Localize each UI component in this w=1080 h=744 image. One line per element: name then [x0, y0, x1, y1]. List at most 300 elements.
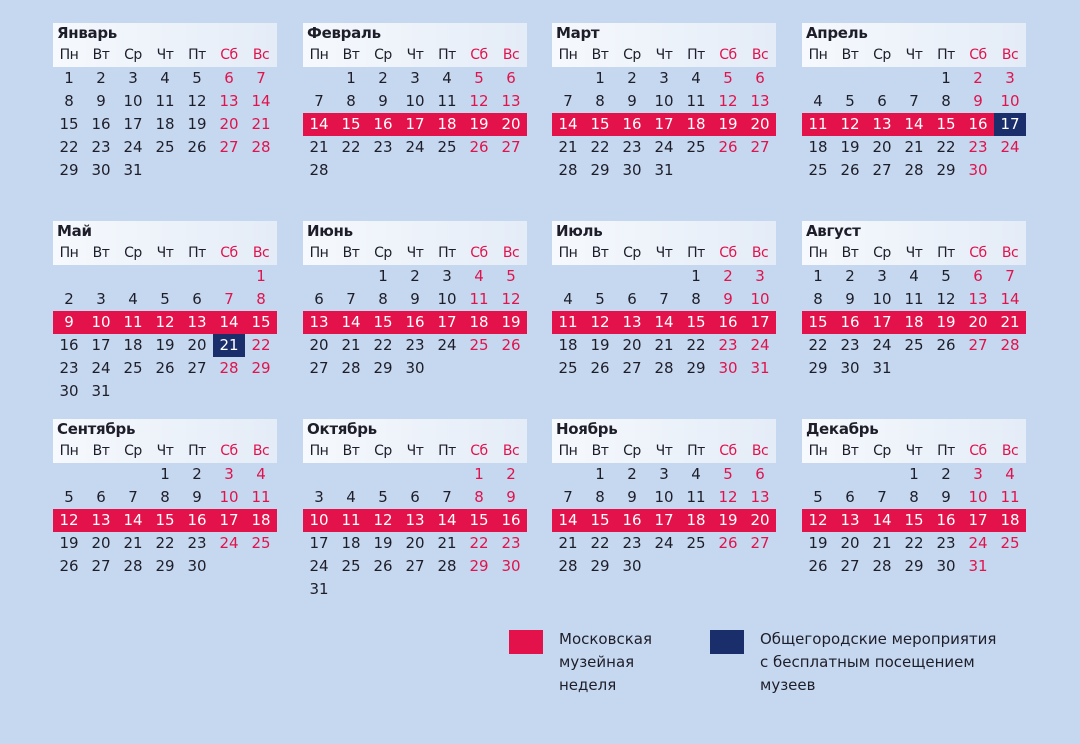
day-cell: 5: [595, 290, 605, 308]
week-row: [552, 67, 776, 90]
week-row: [53, 136, 277, 159]
weekday-label: Пт: [687, 443, 705, 459]
day-cell: 20: [840, 534, 860, 552]
day-cell: 10: [91, 313, 111, 331]
weekday-header: [552, 440, 776, 463]
empty-cell: [712, 555, 744, 578]
month-title: Сентябрь: [53, 419, 277, 440]
weekday-label: Ср: [124, 443, 142, 459]
day-cell: 25: [341, 557, 361, 575]
day-cell: 11: [808, 115, 828, 133]
weekday-label: Пн: [558, 443, 578, 459]
day-cell: 8: [378, 290, 388, 308]
weekday-label: Сб: [719, 47, 737, 63]
empty-cell: [117, 265, 149, 288]
week-row: [552, 555, 776, 578]
week-row: [53, 90, 277, 113]
week-row: [53, 334, 277, 357]
month-title: Январь: [53, 23, 277, 44]
day-cell: 15: [590, 511, 610, 529]
empty-cell: [335, 265, 367, 288]
day-cell: 9: [410, 290, 420, 308]
weekday-header: [303, 440, 527, 463]
empty-cell: [335, 578, 367, 601]
day-cell: 22: [904, 534, 924, 552]
day-cell: 21: [558, 138, 578, 156]
day-cell: 29: [155, 557, 175, 575]
day-cell: 18: [558, 336, 578, 354]
day-cell: 2: [378, 69, 388, 87]
day-cell: 21: [309, 138, 329, 156]
day-cell: 10: [309, 511, 329, 529]
day-cell: 12: [59, 511, 79, 529]
day-cell: 12: [469, 92, 489, 110]
day-cell: 3: [755, 267, 765, 285]
day-cell: 3: [442, 267, 452, 285]
day-cell: 17: [91, 336, 111, 354]
day-cell: 7: [224, 290, 234, 308]
day-cell: 28: [251, 138, 271, 156]
empty-cell: [149, 159, 181, 182]
week-row: [303, 357, 527, 380]
day-cell: 11: [558, 313, 578, 331]
week-row: [53, 555, 277, 578]
month-11: [552, 419, 776, 578]
weekday-label: Вт: [342, 47, 360, 63]
weekday-label: Пт: [438, 245, 456, 261]
day-cell: 17: [968, 511, 988, 529]
day-cell: 26: [936, 336, 956, 354]
empty-cell: [431, 159, 463, 182]
day-cell: 28: [904, 161, 924, 179]
day-cell: 13: [622, 313, 642, 331]
day-cell: 1: [691, 267, 701, 285]
week-row: [53, 265, 277, 288]
week-row: [802, 463, 1026, 486]
day-cell: 15: [590, 115, 610, 133]
day-cell: 17: [654, 115, 674, 133]
day-cell: 20: [622, 336, 642, 354]
day-cell: 13: [219, 92, 239, 110]
day-cell: 14: [1000, 290, 1020, 308]
week-row: [552, 288, 776, 311]
day-cell: 5: [192, 69, 202, 87]
day-cell: 7: [256, 69, 266, 87]
week-row: [53, 113, 277, 136]
month-title: Март: [552, 23, 776, 44]
weekday-label: Чт: [406, 443, 424, 459]
empty-cell: [834, 67, 866, 90]
weekday-label: Пт: [188, 443, 206, 459]
day-cell: 6: [845, 488, 855, 506]
day-cell: 17: [219, 511, 239, 529]
day-cell: 3: [410, 69, 420, 87]
day-cell: 16: [91, 115, 111, 133]
day-cell: 18: [1000, 511, 1020, 529]
day-cell: 24: [1000, 138, 1020, 156]
day-cell: 24: [654, 138, 674, 156]
weekday-label: Пт: [937, 245, 955, 261]
day-cell: 12: [590, 313, 610, 331]
day-cell: 24: [437, 336, 457, 354]
week-row: [303, 67, 527, 90]
day-cell: 2: [627, 465, 637, 483]
empty-cell: [431, 357, 463, 380]
empty-cell: [245, 380, 277, 403]
day-cell: 29: [808, 359, 828, 377]
day-cell: 1: [160, 465, 170, 483]
day-cell: 4: [128, 290, 138, 308]
day-cell: 20: [501, 115, 521, 133]
month-title: Ноябрь: [552, 419, 776, 440]
empty-cell: [834, 463, 866, 486]
day-cell: 13: [501, 92, 521, 110]
day-cell: 29: [251, 359, 271, 377]
weekday-label: Вт: [92, 443, 110, 459]
week-row: [303, 532, 527, 555]
day-cell: 2: [973, 69, 983, 87]
weekday-header: [303, 44, 527, 67]
weekday-header: [802, 44, 1026, 67]
day-cell: 2: [64, 290, 74, 308]
weekday-label: Вс: [502, 47, 520, 63]
day-cell: 22: [341, 138, 361, 156]
day-cell: 19: [718, 115, 738, 133]
weekday-label: Вт: [841, 245, 859, 261]
day-cell: 13: [309, 313, 329, 331]
day-cell: 31: [123, 161, 143, 179]
day-cell: 15: [341, 115, 361, 133]
day-cell: 15: [936, 115, 956, 133]
month-5: [53, 221, 277, 403]
day-cell: 3: [128, 69, 138, 87]
day-cell: 29: [59, 161, 79, 179]
day-cell: 2: [192, 465, 202, 483]
day-cell: 7: [442, 488, 452, 506]
day-cell: 13: [405, 511, 425, 529]
day-cell: 31: [968, 557, 988, 575]
day-cell: 8: [346, 92, 356, 110]
museum-week-row: [552, 311, 776, 334]
day-cell: 15: [686, 313, 706, 331]
day-cell: 8: [595, 92, 605, 110]
day-cell: 8: [256, 290, 266, 308]
free-visit-day: 17: [994, 113, 1026, 136]
day-cell: 16: [968, 115, 988, 133]
day-cell: 8: [691, 290, 701, 308]
day-cell: 5: [160, 290, 170, 308]
weekday-label: Вс: [502, 443, 520, 459]
weekday-label: Чт: [905, 245, 923, 261]
day-cell: 30: [187, 557, 207, 575]
month-2: [303, 23, 527, 182]
empty-cell: [335, 463, 367, 486]
museum-week-row: [303, 311, 527, 334]
empty-cell: [367, 463, 399, 486]
museum-week-row: [303, 113, 527, 136]
day-cell: 23: [91, 138, 111, 156]
week-row: [552, 486, 776, 509]
day-cell: 19: [590, 336, 610, 354]
weekday-label: Вт: [591, 443, 609, 459]
day-cell: 18: [437, 115, 457, 133]
museum-week-label: Московская музейная неделя: [559, 630, 652, 694]
weekday-label: Ср: [374, 443, 392, 459]
day-cell: 12: [936, 290, 956, 308]
empty-cell: [648, 265, 680, 288]
empty-cell: [181, 380, 213, 403]
day-cell: 17: [872, 313, 892, 331]
day-cell: 6: [96, 488, 106, 506]
day-cell: 10: [405, 92, 425, 110]
day-cell: 13: [872, 115, 892, 133]
week-row: [303, 555, 527, 578]
city-events-swatch: [710, 630, 744, 654]
empty-cell: [181, 265, 213, 288]
empty-cell: [898, 357, 930, 380]
day-cell: 19: [808, 534, 828, 552]
day-cell: 20: [405, 534, 425, 552]
day-cell: 13: [750, 92, 770, 110]
day-cell: 23: [840, 336, 860, 354]
day-cell: 25: [469, 336, 489, 354]
museum-week-row: [802, 509, 1026, 532]
day-cell: 11: [686, 92, 706, 110]
day-cell: 8: [474, 488, 484, 506]
day-cell: 12: [155, 313, 175, 331]
day-cell: 17: [750, 313, 770, 331]
day-cell: 27: [968, 336, 988, 354]
day-cell: 23: [373, 138, 393, 156]
day-cell: 31: [91, 382, 111, 400]
day-cell: 25: [904, 336, 924, 354]
weekday-label: Ср: [623, 443, 641, 459]
day-cell: 21: [654, 336, 674, 354]
weekday-label: Пт: [687, 245, 705, 261]
day-cell: 3: [659, 69, 669, 87]
day-cell: 28: [437, 557, 457, 575]
day-cell: 17: [437, 313, 457, 331]
day-cell: 25: [686, 534, 706, 552]
museum-week-row: [303, 509, 527, 532]
weekday-label: Пн: [808, 47, 828, 63]
day-cell: 19: [373, 534, 393, 552]
day-cell: 11: [469, 290, 489, 308]
day-cell: 30: [501, 557, 521, 575]
weekday-label: Пн: [59, 443, 79, 459]
weekday-label: Вс: [751, 47, 769, 63]
day-cell: 2: [627, 69, 637, 87]
day-cell: 11: [437, 92, 457, 110]
day-cell: 6: [627, 290, 637, 308]
empty-cell: [802, 67, 834, 90]
weekday-label: Пн: [808, 443, 828, 459]
day-cell: 22: [686, 336, 706, 354]
day-cell: 19: [155, 336, 175, 354]
weekday-label: Чт: [156, 47, 174, 63]
day-cell: 16: [622, 115, 642, 133]
day-cell: 31: [872, 359, 892, 377]
day-cell: 11: [1000, 488, 1020, 506]
day-cell: 4: [442, 69, 452, 87]
day-cell: 21: [872, 534, 892, 552]
day-cell: 22: [251, 336, 271, 354]
weekday-label: Ср: [873, 443, 891, 459]
empty-cell: [213, 159, 245, 182]
weekday-header: [802, 440, 1026, 463]
week-row: [802, 265, 1026, 288]
day-cell: 8: [941, 92, 951, 110]
day-cell: 9: [723, 290, 733, 308]
day-cell: 10: [437, 290, 457, 308]
day-cell: 16: [622, 511, 642, 529]
day-cell: 6: [224, 69, 234, 87]
day-cell: 30: [718, 359, 738, 377]
empty-cell: [463, 357, 495, 380]
day-cell: 7: [659, 290, 669, 308]
legend-city-events: [710, 628, 996, 697]
day-cell: 12: [808, 511, 828, 529]
day-cell: 16: [936, 511, 956, 529]
day-cell: 20: [309, 336, 329, 354]
day-cell: 28: [558, 161, 578, 179]
month-title: Октябрь: [303, 419, 527, 440]
weekday-label: Вс: [252, 245, 270, 261]
day-cell: 30: [59, 382, 79, 400]
empty-cell: [495, 159, 527, 182]
month-title: Апрель: [802, 23, 1026, 44]
day-cell: 10: [654, 488, 674, 506]
week-row: [53, 159, 277, 182]
weekday-label: Ср: [124, 47, 142, 63]
day-cell: 20: [750, 115, 770, 133]
day-cell: 4: [691, 69, 701, 87]
weekday-label: Пн: [558, 245, 578, 261]
weekday-label: Сб: [470, 47, 488, 63]
day-cell: 10: [123, 92, 143, 110]
day-cell: 3: [659, 465, 669, 483]
museum-week-row: [53, 509, 277, 532]
weekday-header: [303, 242, 527, 265]
weekday-label: Вс: [1001, 245, 1019, 261]
day-cell: 14: [558, 115, 578, 133]
day-cell: 27: [405, 557, 425, 575]
day-cell: 16: [405, 313, 425, 331]
weekday-label: Пт: [937, 47, 955, 63]
day-cell: 4: [346, 488, 356, 506]
day-cell: 23: [968, 138, 988, 156]
day-cell: 16: [187, 511, 207, 529]
weekday-label: Вс: [252, 443, 270, 459]
day-cell: 15: [904, 511, 924, 529]
empty-cell: [245, 159, 277, 182]
day-cell: 6: [506, 69, 516, 87]
day-cell: 28: [123, 557, 143, 575]
empty-cell: [335, 159, 367, 182]
week-row: [53, 288, 277, 311]
week-row: [552, 136, 776, 159]
day-cell: 15: [59, 115, 79, 133]
day-cell: 17: [654, 511, 674, 529]
day-cell: 23: [622, 534, 642, 552]
week-row: [303, 265, 527, 288]
weekday-label: Чт: [406, 245, 424, 261]
day-cell: 1: [474, 465, 484, 483]
day-cell: 9: [378, 92, 388, 110]
day-cell: 8: [813, 290, 823, 308]
day-cell: 28: [654, 359, 674, 377]
day-cell: 27: [219, 138, 239, 156]
day-cell: 19: [840, 138, 860, 156]
weekday-label: Чт: [406, 47, 424, 63]
day-cell: 23: [501, 534, 521, 552]
day-cell: 2: [506, 465, 516, 483]
day-cell: 10: [219, 488, 239, 506]
month-12: [802, 419, 1026, 578]
day-cell: 5: [941, 267, 951, 285]
week-row: [802, 159, 1026, 182]
empty-cell: [431, 463, 463, 486]
day-cell: 22: [590, 534, 610, 552]
empty-cell: [744, 159, 776, 182]
month-title: Август: [802, 221, 1026, 242]
museum-week-row: [802, 311, 1026, 334]
empty-cell: [181, 159, 213, 182]
week-row: [802, 357, 1026, 380]
day-cell: 19: [59, 534, 79, 552]
day-cell: 17: [405, 115, 425, 133]
weekday-label: Пн: [309, 47, 329, 63]
empty-cell: [994, 555, 1026, 578]
legend-museum-week: [509, 628, 652, 697]
day-cell: 9: [973, 92, 983, 110]
weekday-label: Ср: [623, 47, 641, 63]
day-cell: 14: [309, 115, 329, 133]
day-cell: 19: [718, 511, 738, 529]
day-cell: 25: [251, 534, 271, 552]
day-cell: 5: [845, 92, 855, 110]
day-cell: 1: [595, 465, 605, 483]
weekday-label: Вс: [502, 245, 520, 261]
day-cell: 16: [501, 511, 521, 529]
day-cell: 5: [723, 69, 733, 87]
day-cell: 23: [936, 534, 956, 552]
weekday-label: Пн: [309, 245, 329, 261]
day-cell: 2: [410, 267, 420, 285]
day-cell: 29: [904, 557, 924, 575]
empty-cell: [117, 380, 149, 403]
day-cell: 26: [718, 534, 738, 552]
month-3: [552, 23, 776, 182]
day-cell: 29: [590, 161, 610, 179]
day-cell: 12: [501, 290, 521, 308]
day-cell: 31: [750, 359, 770, 377]
day-cell: 1: [346, 69, 356, 87]
empty-cell: [712, 159, 744, 182]
week-row: [802, 555, 1026, 578]
day-cell: 30: [968, 161, 988, 179]
day-cell: 26: [808, 557, 828, 575]
day-cell: 23: [622, 138, 642, 156]
day-cell: 24: [309, 557, 329, 575]
weekday-label: Вт: [841, 443, 859, 459]
day-cell: 7: [563, 488, 573, 506]
day-cell: 15: [469, 511, 489, 529]
day-cell: 14: [219, 313, 239, 331]
empty-cell: [680, 159, 712, 182]
weekday-label: Сб: [969, 47, 987, 63]
day-cell: 23: [405, 336, 425, 354]
